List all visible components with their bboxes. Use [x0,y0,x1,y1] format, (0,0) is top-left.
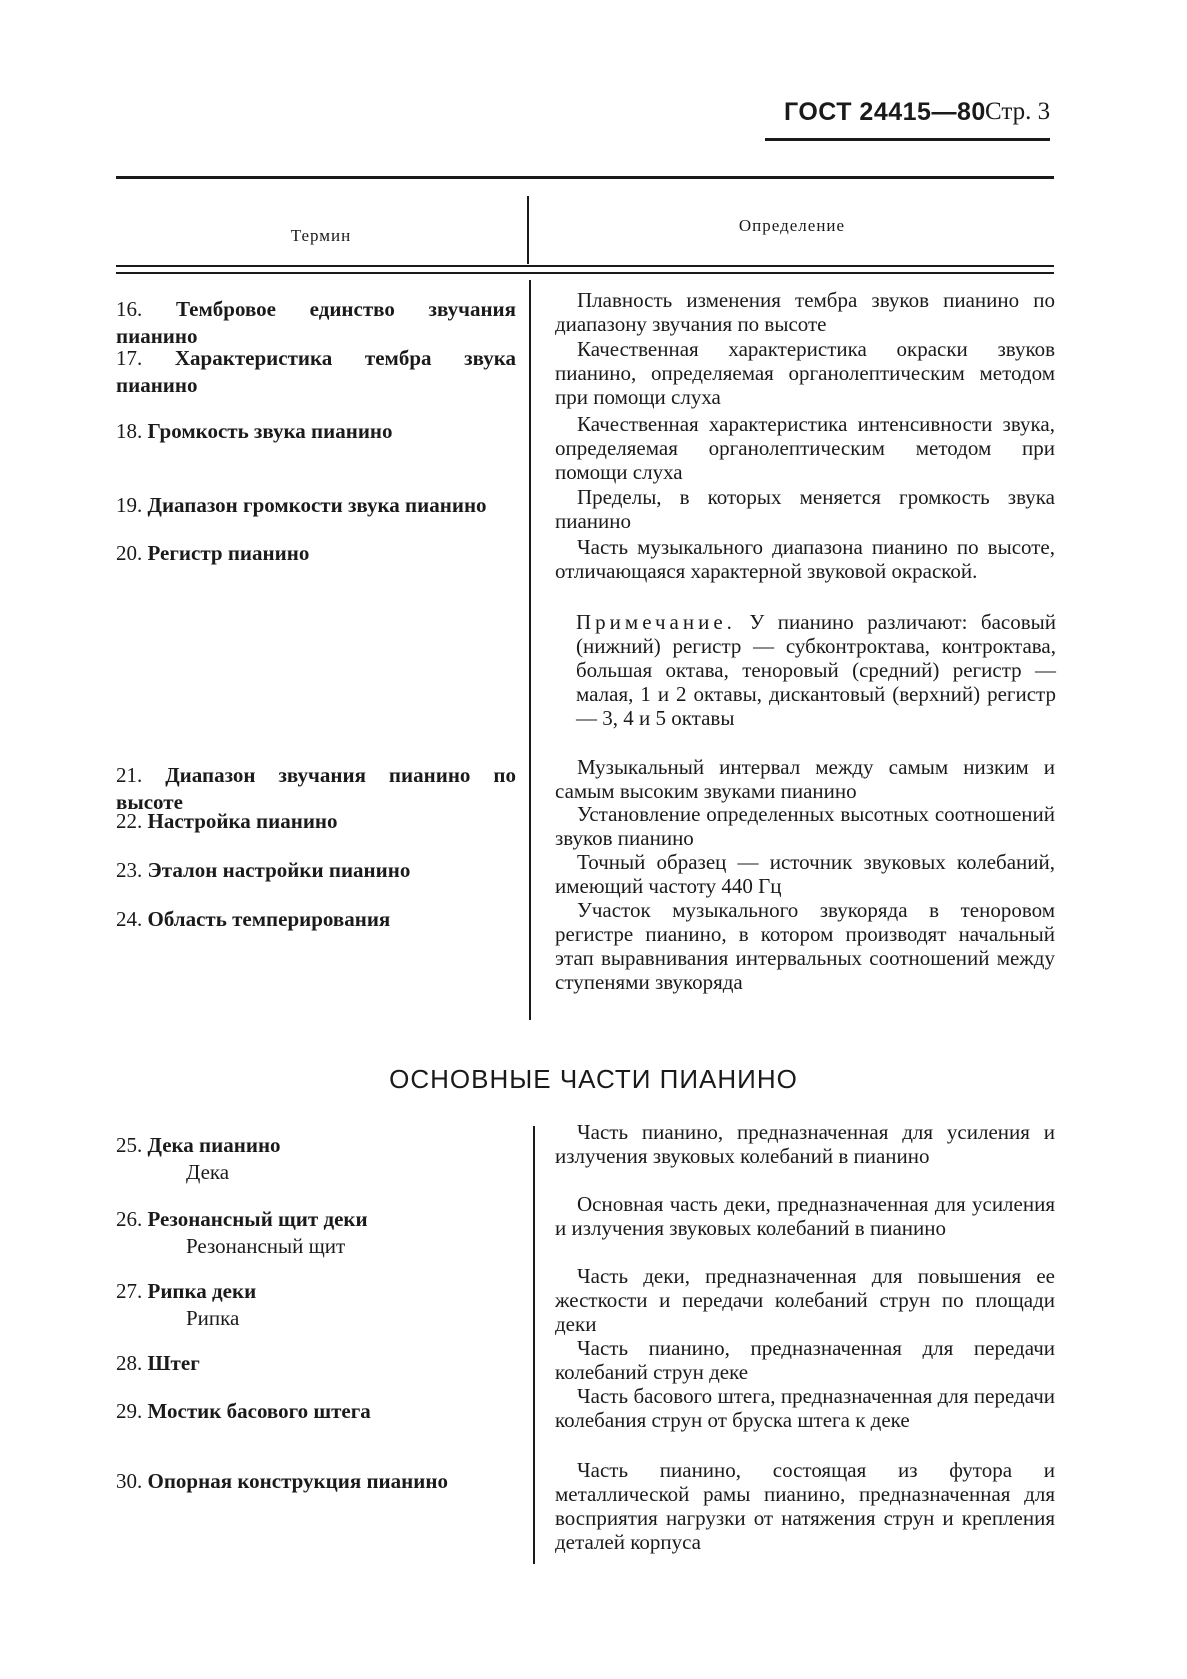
term-24: 24. Область темперирования [116,907,391,931]
column-divider-body-2 [533,1126,535,1564]
header-rule [765,138,1050,141]
definition-23: Точный образец — источник звуковых колебаний, имеющий частоту 440 Гц [555,850,1055,898]
section-title: ОСНОВНЫЕ ЧАСТИ ПИАНИНО [389,1064,798,1094]
definition-19: Пределы, в которых меняется громкость звука пианино [555,485,1055,533]
definition-21: Музыкальный интервал между самым низким и самым высоким звуками пианино [555,755,1055,803]
term-22: 22. Настройка пианино [116,809,338,833]
term-19: 19. Диапазон громкости звука пианино [116,493,487,517]
term-27: 27. Рипка деки Рипка [116,1278,516,1332]
term-16: 16. Тембровое единство звучания пианино [116,297,517,348]
table-header-rule-2 [116,272,1054,274]
definition-30: Часть пианино, состоящая из футора и металлической рамы пианино, предназначенная для восприятия нагрузки от натяжения струн и крепления деталей корпуса [555,1458,1055,1554]
definition-24: Участок музыкального звукоряда в теноровом регистре пианино, в котором производят начальный этап выравнивания интервальных соотношений между ступенями звукоряда [555,898,1055,994]
column-head-definition: Определение [738,216,846,235]
definition-22: Установление определенных высотных соотношений звуков пианино [555,802,1055,850]
table-top-rule [116,176,1054,179]
definition-28: Часть пианино, предназначенная для передачи колебаний струн деке [555,1336,1055,1384]
definition-29: Часть басового штега, предназначенная для передачи колебания струн от бруска штега к деке [555,1384,1055,1432]
term-20: 20. Регистр пианино [116,541,310,565]
standard-number: ГОСТ 24415—80 [784,98,986,126]
term-21: 21. Диапазон звучания пианино по высоте [116,763,517,814]
term-25: 25. Дека пианино Дека [116,1132,516,1186]
term-23: 23. Эталон настройки пианино [116,858,411,882]
term-29: 29. Мостик басового штега [116,1399,371,1423]
definition-26: Основная часть деки, предназначенная для усиления и излучения звуковых колебаний в пианино [555,1192,1055,1240]
term-26: 26. Резонансный щит деки Резонансный щит [116,1206,516,1260]
definition-25: Часть пианино, предназначенная для усиления и излучения звуковых колебаний в пианино [555,1120,1055,1168]
definition-16: Плавность изменения тембра звуков пианино по диапазону звучания по высоте [555,288,1055,336]
definition-20: Часть музыкального диапазона пианино по высоте, отличающаяся характерной звуковой окраской. [555,535,1055,583]
note-20 [576,610,1056,730]
term-30: 30. Опорная конструкция пианино [116,1469,448,1493]
definition-27: Часть деки, предназначенная для повышения ее жесткости и передачи колебаний струн по площади деки [555,1264,1055,1336]
definition-17: Качественная характеристика окраски звуков пианино, определяемая органолептическим методом при помощи слуха [555,337,1055,409]
term-25-short: Дека [186,1160,230,1184]
column-head-term: Термин [290,226,352,245]
definition-18: Качественная характеристика интенсивности звука, определяемая органолептическим методом при помощи слуха [555,412,1055,484]
term-27-short: Рипка [186,1306,240,1330]
term-28: 28. Штег [116,1351,200,1375]
column-divider-header [527,196,529,264]
note-label: Примечание. [576,610,736,634]
page-number: Стр. 3 [985,98,1051,125]
column-divider-body-1 [529,280,531,1020]
note-text: У пианино различают: басовый (нижний) регистр — субконтроктава, контроктава, большая октава, теноровый (средний) регистр — малая, 1 и 2 октавы, дискантовый (верхний) регистр — 3, 4 и 5 октавы [576,610,1057,730]
term-17: 17. Характеристика тембра звука пианино [116,346,517,397]
table-header-rule-1 [116,265,1054,267]
term-18: 18. Громкость звука пианино [116,419,393,443]
term-26-short: Резонансный щит [186,1234,346,1258]
